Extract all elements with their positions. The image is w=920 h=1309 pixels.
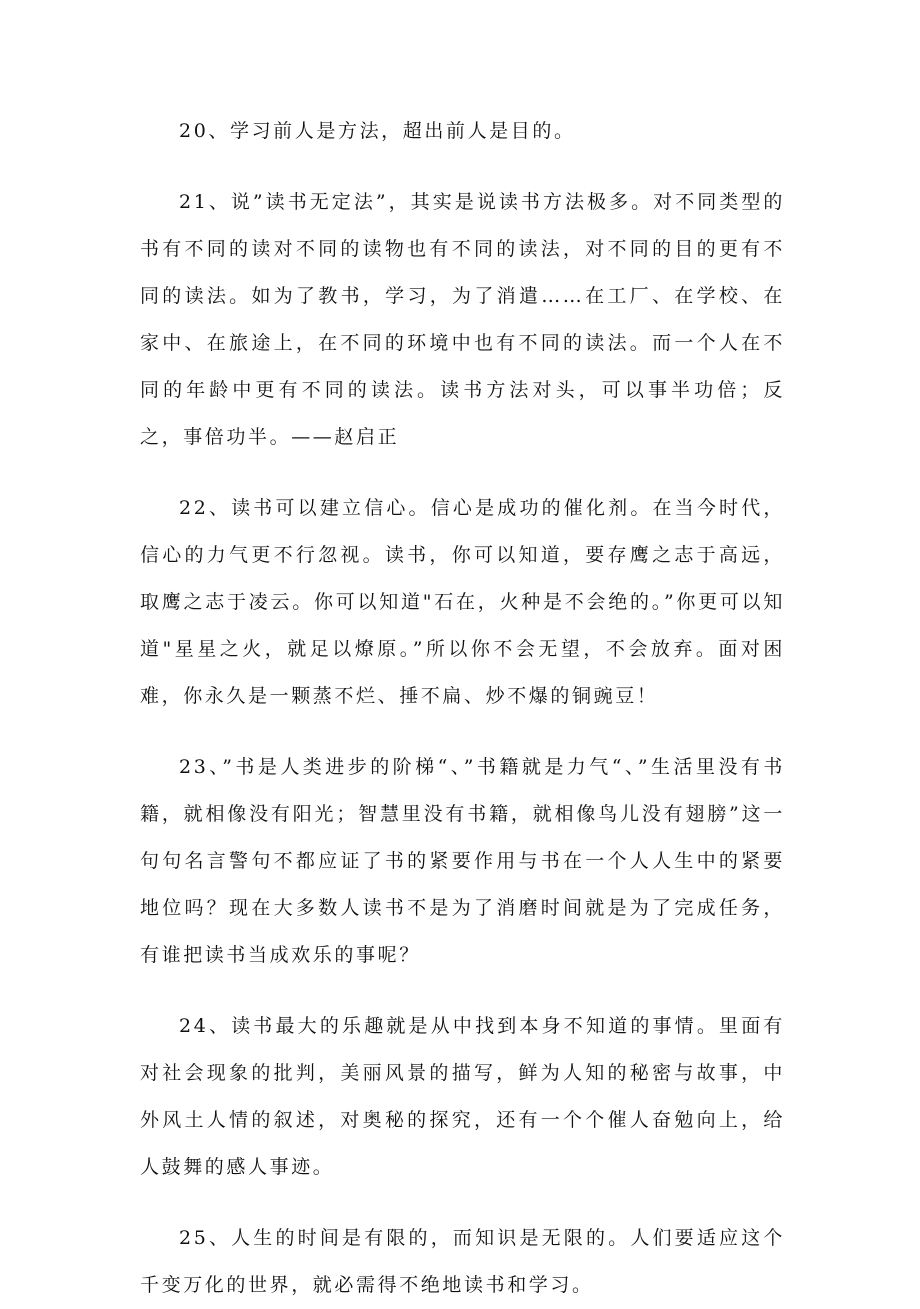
paragraph-20: 20、学习前人是方法，超出前人是目的。 xyxy=(179,120,576,142)
paragraph-25: 25、人生的时间是有限的，而知识是无限的。人们要适应这个千变万化的世界，就必需得不绝地读书和学习。 xyxy=(140,1227,785,1296)
paragraph-22: 22、读书可以建立信心。信心是成功的催化剂。在当今时代，信心的力气更不行忽视。读书，你可以知道，要存鹰之志于高远，取鹰之志于凌云。你可以知道"石在，火种是不会绝的。”你更可以知道"星星之火，就足以燎原。”所以你不会无望，不会放弃。面对困难，你永久是一颗蒸不烂、捶不扁、炒不爆的铜豌豆！ xyxy=(140,497,785,707)
paragraph-21: 21、说”读书无定法”，其实是说读书方法极多。对不同类型的书有不同的读对不同的读物也有不同的读法，对不同的目的更有不同的读法。如为了教书，学习，为了消遣……在工厂、在学校、在家中、在旅途上，在不同的环境中也有不同的读法。而一个人在不同的年龄中更有不同的读法。读书方法对头，可以事半功倍；反之，事倍功半。——赵启正 xyxy=(140,191,785,448)
paragraph-23: 23、”书是人类进步的阶梯“、”书籍就是力气“、”生活里没有书籍，就相像没有阳光；智慧里没有书籍，就相像鸟儿没有翅膀”这一句句名言警句不都应证了书的紧要作用与书在一个人人生中的紧要地位吗？现在大多数人读书不是为了消磨时间就是为了完成任务，有谁把读书当成欢乐的事呢？ xyxy=(140,756,785,966)
paragraph-24: 24、读书最大的乐趣就是从中找到本身不知道的事情。里面有对社会现象的批判，美丽风景的描写，鲜为人知的秘密与故事，中外风土人情的叙述，对奥秘的探究，还有一个个催人奋勉向上，给人鼓舞的感人事迹。 xyxy=(140,1015,785,1178)
